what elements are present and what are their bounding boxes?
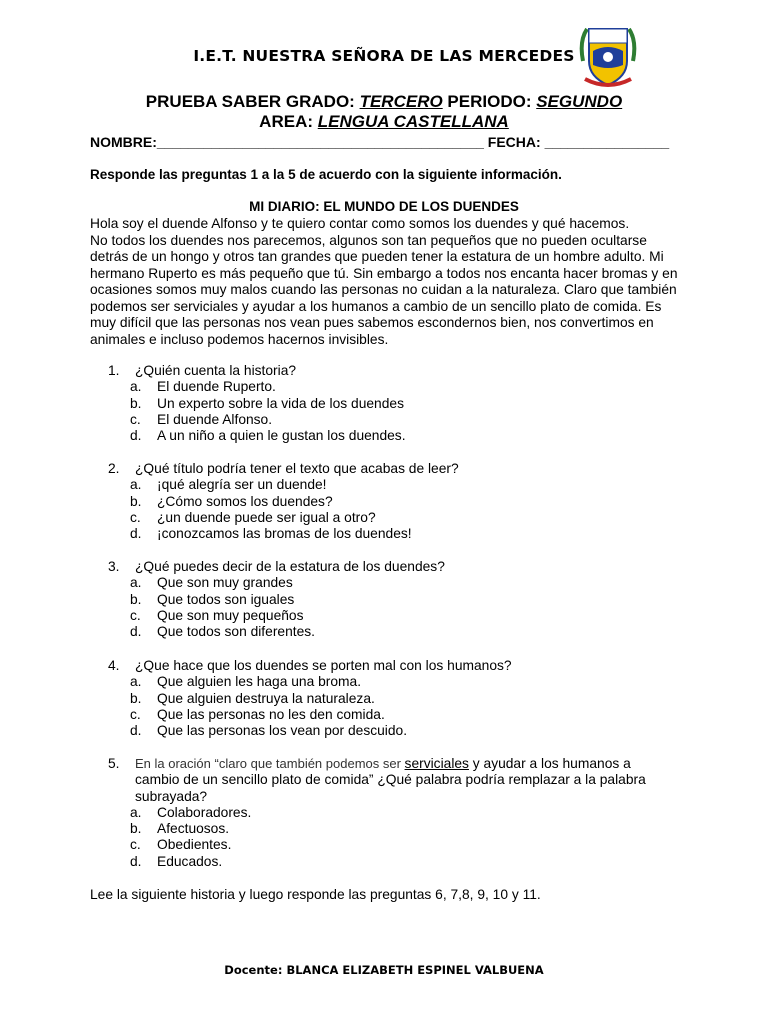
option-b[interactable]: b. Un experto sobre la vida de los duendes [130,395,404,411]
name-date-fields[interactable]: NOMBRE:__________________________________________ FECHA: ________________ [90,134,670,150]
question-2: 2. ¿Qué título podría tener el texto que acabas de leer? a. ¡qué alegría ser un duende! b. ¿Cómo somos los duendes? c. ¿un duende puede ser igual a otro? d. ¡conozcamos las bromas de los duendes! [108,461,459,542]
option-d[interactable]: d. Que todos son diferentes. [130,624,315,640]
exam-title: PRUEBA SABER GRADO: TERCERO PERIODO: SEGUNDO [145,92,623,111]
closing-instruction: Lee la siguiente historia y luego responde las preguntas 6, 7,8, 9, 10 y 11. [90,887,541,902]
period-value: SEGUNDO [536,92,623,111]
option-a[interactable]: a. El duende Ruperto. [130,379,276,395]
option-c[interactable]: c. Obedientes. [130,837,232,853]
story-text [90,216,680,348]
option-a[interactable]: a. Que son muy grandes [130,575,293,591]
option-c[interactable]: c. ¿un duende puede ser igual a otro? [130,509,376,525]
option-b[interactable]: b. Que alguien destruya la naturaleza. [130,690,375,706]
question-text: ¿Qué título podría tener el texto que acabas de leer? [135,461,459,476]
school-shield-logo [577,21,639,91]
school-name: I.E.T. NUESTRA SEÑORA DE LAS MERCEDES [193,47,575,65]
question-5: 5. En la oración “claro que también podemos ser serviciales y ayudar a los humanos a cambio de un sencillo plato de comida” ¿Qué palabra podría remplazar a la palabra subrayada? a. Colaboradores. b. Afectuosos. c. Obedientes. d. Educados. [108,756,655,870]
option-c[interactable]: c. Que son muy pequeños [130,607,304,623]
question-4: 4. ¿Que hace que los duendes se porten mal con los humanos? a. Que alguien les haga una broma. b. Que alguien destruya la naturaleza. c. Que las personas no les den comida. d. Que las personas los vean por descuido. [108,658,512,739]
option-d[interactable]: d. ¡conozcamos las bromas de los duendes! [130,526,412,542]
option-d[interactable]: d. A un niño a quien le gustan los duendes. [130,428,406,444]
question-1: 1. ¿Quién cuenta la historia? a. El duende Ruperto. b. Un experto sobre la vida de los duendes c. El duende Alfonso. d. A un niño a quien le gustan los duendes. [108,363,406,444]
teacher-footer: Docente: BLANCA ELIZABETH ESPINEL VALBUENA [224,963,544,977]
instruction: Responde las preguntas 1 a la 5 de acuerdo con la siguiente información. [90,167,562,182]
question-text: ¿Qué puedes decir de la estatura de los duendes? [135,559,445,574]
option-d[interactable]: d. Que las personas los vean por descuido. [130,723,408,739]
area-value: LENGUA CASTELLANA [317,112,509,131]
option-b[interactable]: b. Afectuosos. [130,821,230,837]
option-b[interactable]: b. Que todos son iguales [130,591,295,607]
underlined-word: serviciales [404,756,469,771]
grade-value: TERCERO [359,92,443,111]
story-title: MI DIARIO: EL MUNDO DE LOS DUENDES [249,199,519,214]
option-a[interactable]: a. ¡qué alegría ser un duende! [130,477,327,493]
subject-title: AREA: LENGUA CASTELLANA [259,112,509,131]
story-paragraph: Hola soy el duende Alfonso y te quiero contar como somos los duendes y qué hacemos. [90,216,630,231]
story-paragraph: No todos los duendes nos parecemos, algunos son tan pequeños que no pueden ocultarse detrás de un hongo y otros tan grandes que pueden tener la estatura de un hombre adulto. Mi hermano Ruperto es más pequeño que tú. Sin embargo a todos nos encanta hacer bromas y en ocasiones somos muy malos cuando las personas no cuidan a la naturaleza. Claro que también podemos ser serviciales y ayudar a los humanos a cambio de un sencillo plato de comida. Es muy difícil que las personas nos vean pues sabemos escondernos bien, nos convertimos en animales e incluso podemos hacernos invisibles. [90,232,678,347]
question-text: ¿Que hace que los duendes se porten mal con los humanos? [135,658,512,673]
question-text: En la oración “claro que también podemos ser serviciales y ayudar a los humanos a cambio de un sencillo plato de comida” ¿Qué palabra podría remplazar a la palabra subrayada? [135,756,646,804]
option-b[interactable]: b. ¿Cómo somos los duendes? [130,493,333,509]
option-a[interactable]: a. Que alguien les haga una broma. [130,674,362,690]
option-a[interactable]: a. Colaboradores. [130,804,252,820]
question-text: ¿Quién cuenta la historia? [135,363,297,378]
option-c[interactable]: c. El duende Alfonso. [130,411,273,427]
question-3: 3. ¿Qué puedes decir de la estatura de los duendes? a. Que son muy grandes b. Que todos son iguales c. Que son muy pequeños d. Que todos son diferentes. [108,559,445,640]
option-d[interactable]: d. Educados. [130,853,223,869]
option-c[interactable]: c. Que las personas no les den comida. [130,706,385,722]
